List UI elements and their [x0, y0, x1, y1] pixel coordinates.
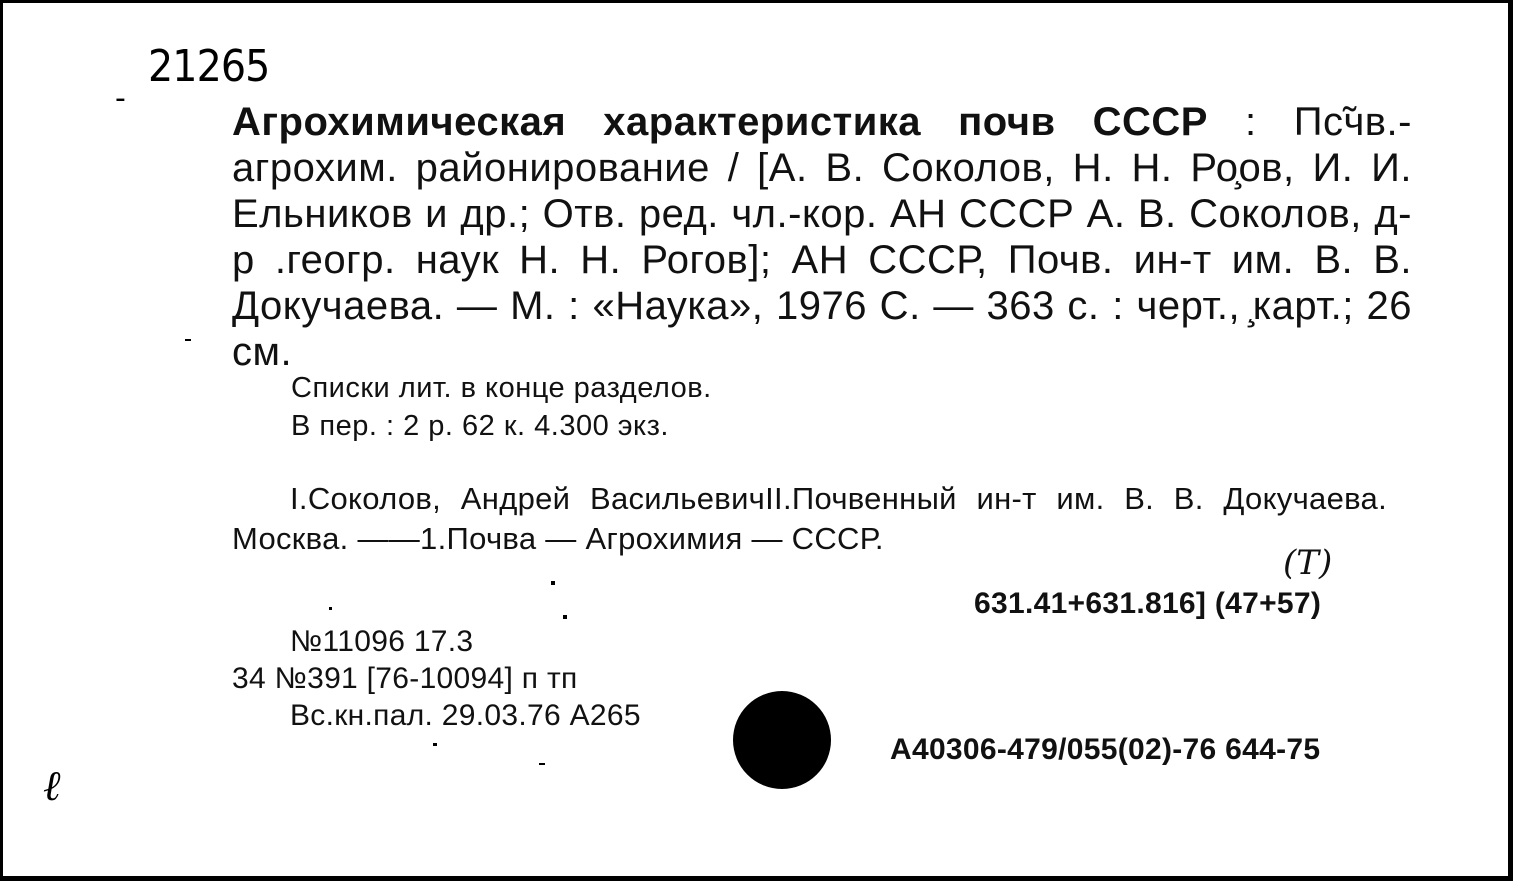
ref-line: Вс.кн.пал. 29.03.76 А265 — [290, 699, 641, 732]
ink-speck — [329, 607, 332, 610]
ink-speck — [433, 743, 437, 746]
ink-speck — [185, 339, 191, 341]
handwritten-dash: - — [115, 81, 126, 116]
bbk-code: А40306-479/055(02)-76 644-75 — [890, 733, 1321, 766]
handwritten-signature: ℓ — [43, 761, 61, 810]
subject-headings: I.Соколов, Андрей ВасильевичII.Почвенный ин-т им. В. В. Докучаева. Москва. ——1.Почва — Агрохимия — СССР. — [232, 481, 1387, 556]
handwritten-udc-mark: (T) — [1283, 543, 1333, 583]
inventory-number: 21265 — [148, 41, 270, 92]
note-line: Списки лит. в конце разделов. — [291, 372, 712, 404]
note-line: В пер. : 2 р. 62 к. 4.300 экз. — [291, 410, 669, 442]
book-description: : Пс̃чв.-агрохим. районирование / [А. В. Соколов, Н. Н. Ро̧ов, И. И. Ельников и др.; Отв. ред. чл.-кор. АН СССР А. В. Соколов, д-р .геогр. наук Н. Н. Рогов]; АН СССР, Почв. ин-т им. В. В. Докучаева. — М. : «Наука», 1976 С. — 363 с. : черт., ̧карт.; 26 см. — [232, 100, 1412, 374]
bibliographic-description — [232, 99, 1412, 375]
notes-block — [291, 369, 712, 445]
ink-speck — [563, 615, 567, 619]
ref-line: 34 №391 [76-10094] п тп — [232, 662, 578, 695]
ref-line: №11096 17.3 — [290, 625, 474, 658]
punch-hole — [733, 691, 831, 789]
catalog-card — [3, 3, 1508, 876]
ink-speck — [551, 581, 555, 585]
ink-speck — [539, 763, 545, 765]
udc-code: 631.41+631.816] (47+57) — [974, 587, 1322, 620]
book-title: Агрохимическая характеристика почв СССР — [232, 100, 1208, 144]
reference-block — [232, 623, 641, 734]
